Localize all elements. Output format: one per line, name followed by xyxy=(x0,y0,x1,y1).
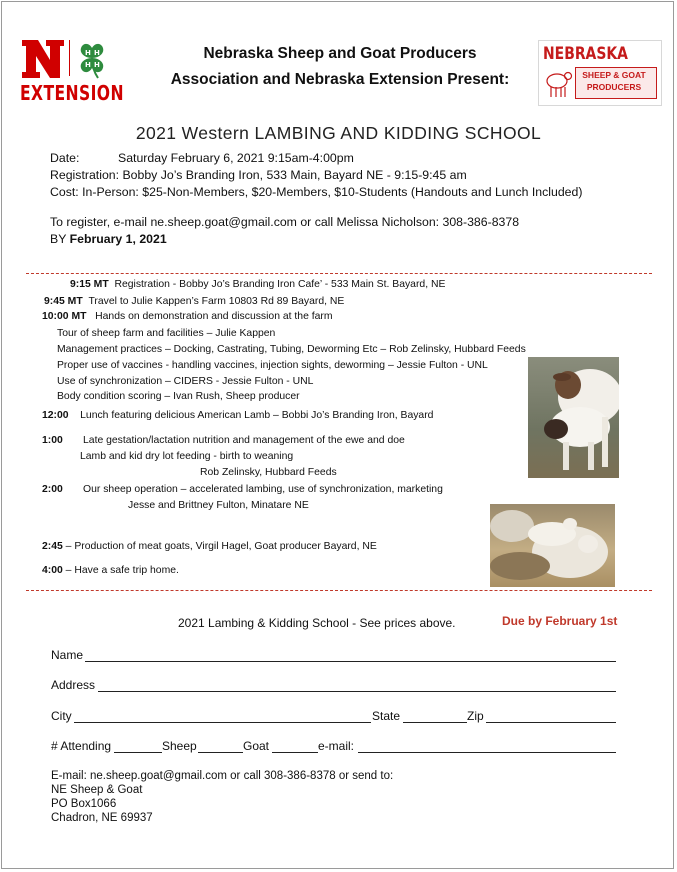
date-label: Date: xyxy=(50,151,80,165)
mail-line-1: E-mail: ne.sheep.goat@gmail.com or call 308-386-8378 or send to: xyxy=(51,770,394,782)
svg-text:H: H xyxy=(94,49,100,57)
schedule-item: 10:00 MT Hands on demonstration and discussion at the farm xyxy=(42,311,333,322)
email-field[interactable] xyxy=(358,752,616,753)
nsgp-logo-title: NEBRASKA xyxy=(543,44,628,64)
registration-info: Registration: Bobby Jo’s Branding Iron, 533 Main, Bayard NE - 9:15-9:45 am xyxy=(50,168,467,182)
schedule-item: Proper use of vaccines - handling vaccines, injection sights, deworming – Jessie Fulton - UNL xyxy=(57,360,488,371)
mail-line-3: PO Box1066 xyxy=(51,798,117,810)
schedule-item: Rob Zelinsky, Hubbard Feeds xyxy=(200,467,337,478)
mail-line-4: Chadron, NE 69937 xyxy=(51,812,153,824)
address-field[interactable] xyxy=(98,691,616,692)
nsgp-logo-sub2: PRODUCERS xyxy=(586,82,642,92)
city-field[interactable] xyxy=(74,722,371,723)
schedule-item: 2:00 Our sheep operation – accelerated lambing, use of synchronization, marketing xyxy=(42,484,443,495)
page-title: 2021 Western LAMBING AND KIDDING SCHOOL xyxy=(135,123,542,143)
dashed-divider-bottom xyxy=(26,590,652,591)
svg-text:H: H xyxy=(94,61,100,69)
attending-field[interactable] xyxy=(114,752,162,753)
goat-photo xyxy=(528,357,619,478)
schedule-item: 4:00 – Have a safe trip home. xyxy=(42,565,179,576)
sheep-label: Sheep xyxy=(162,739,197,753)
schedule-item: 1:00 Late gestation/lactation nutrition and management of the ewe and doe xyxy=(42,435,405,446)
deadline-prefix: BY xyxy=(50,232,70,246)
date-value: Saturday February 6, 2021 9:15am-4:00pm xyxy=(118,151,354,165)
sheep-field[interactable] xyxy=(198,752,243,753)
schedule-item: 9:45 MT Travel to Julie Kappen’s Farm 10803 Rd 89 Bayard, NE xyxy=(44,296,345,307)
sheep-photo xyxy=(490,504,615,587)
dashed-divider-top xyxy=(26,273,652,274)
zip-label: Zip xyxy=(467,709,484,723)
email-label: e-mail: xyxy=(318,739,355,753)
mail-line-2: NE Sheep & Goat xyxy=(51,784,143,796)
deadline-date: February 1, 2021 xyxy=(69,232,167,246)
schedule-item: 2:45 – Production of meat goats, Virgil Hagel, Goat producer Bayard, NE xyxy=(42,541,377,552)
nebraska-extension-logo xyxy=(20,38,124,110)
schedule-item: Lamb and kid dry lot feeding - birth to weaning xyxy=(80,451,294,462)
schedule-item: Tour of sheep farm and facilities – Julie Kappen xyxy=(57,328,276,339)
header-line-1: Nebraska Sheep and Goat Producers xyxy=(203,45,477,62)
goat-field[interactable] xyxy=(272,752,318,753)
state-field[interactable] xyxy=(403,722,467,723)
name-field[interactable] xyxy=(85,661,616,662)
sheep-goat-silhouette-icon xyxy=(543,65,575,99)
schedule-item: Management practices – Docking, Castrating, Tubing, Deworming Etc – Rob Zelinsky, Hubbard Feeds xyxy=(57,344,526,355)
schedule-item: Use of synchronization – CIDERS - Jessie Fulton - UNL xyxy=(57,376,314,387)
nsgp-logo-sub1: SHEEP & GOAT xyxy=(582,70,646,80)
address-label: Address xyxy=(51,678,96,692)
nebraska-n-icon xyxy=(20,38,68,80)
city-label: City xyxy=(51,709,72,723)
schedule-item: 9:15 MT Registration - Bobby Jo’s Branding Iron Cafe’ - 533 Main St. Bayard, NE xyxy=(70,279,446,290)
schedule-item: Jesse and Brittney Fulton, Minatare NE xyxy=(128,500,309,511)
goat-label: Goat xyxy=(243,739,270,753)
cost-info: Cost: In-Person: $25-Non-Members, $20-Members, $10-Students (Handouts and Lunch Included) xyxy=(50,185,583,199)
schedule-item: Body condition scoring – Ivan Rush, Sheep producer xyxy=(57,391,300,402)
schedule-item: 12:00 Lunch featuring delicious American Lamb – Bobbi Jo’s Branding Iron, Bayard xyxy=(42,410,434,421)
attending-label: # Attending xyxy=(51,739,112,753)
logo-divider xyxy=(69,40,70,76)
svg-text:H: H xyxy=(85,61,91,69)
register-info: To register, e-mail ne.sheep.goat@gmail.com or call Melissa Nicholson: 308-386-8378 xyxy=(50,215,520,229)
svg-text:H: H xyxy=(85,49,91,57)
due-date: Due by February 1st xyxy=(502,614,618,628)
four-h-clover-icon xyxy=(72,38,112,80)
name-label: Name xyxy=(51,648,84,662)
form-heading: 2021 Lambing & Kidding School - See prices above. xyxy=(178,616,456,630)
register-deadline xyxy=(50,232,167,246)
header-line-2: Association and Nebraska Extension Present: xyxy=(170,71,510,88)
state-label: State xyxy=(372,709,401,723)
zip-field[interactable] xyxy=(486,722,616,723)
extension-logo-word: EXTENSION xyxy=(20,81,124,105)
